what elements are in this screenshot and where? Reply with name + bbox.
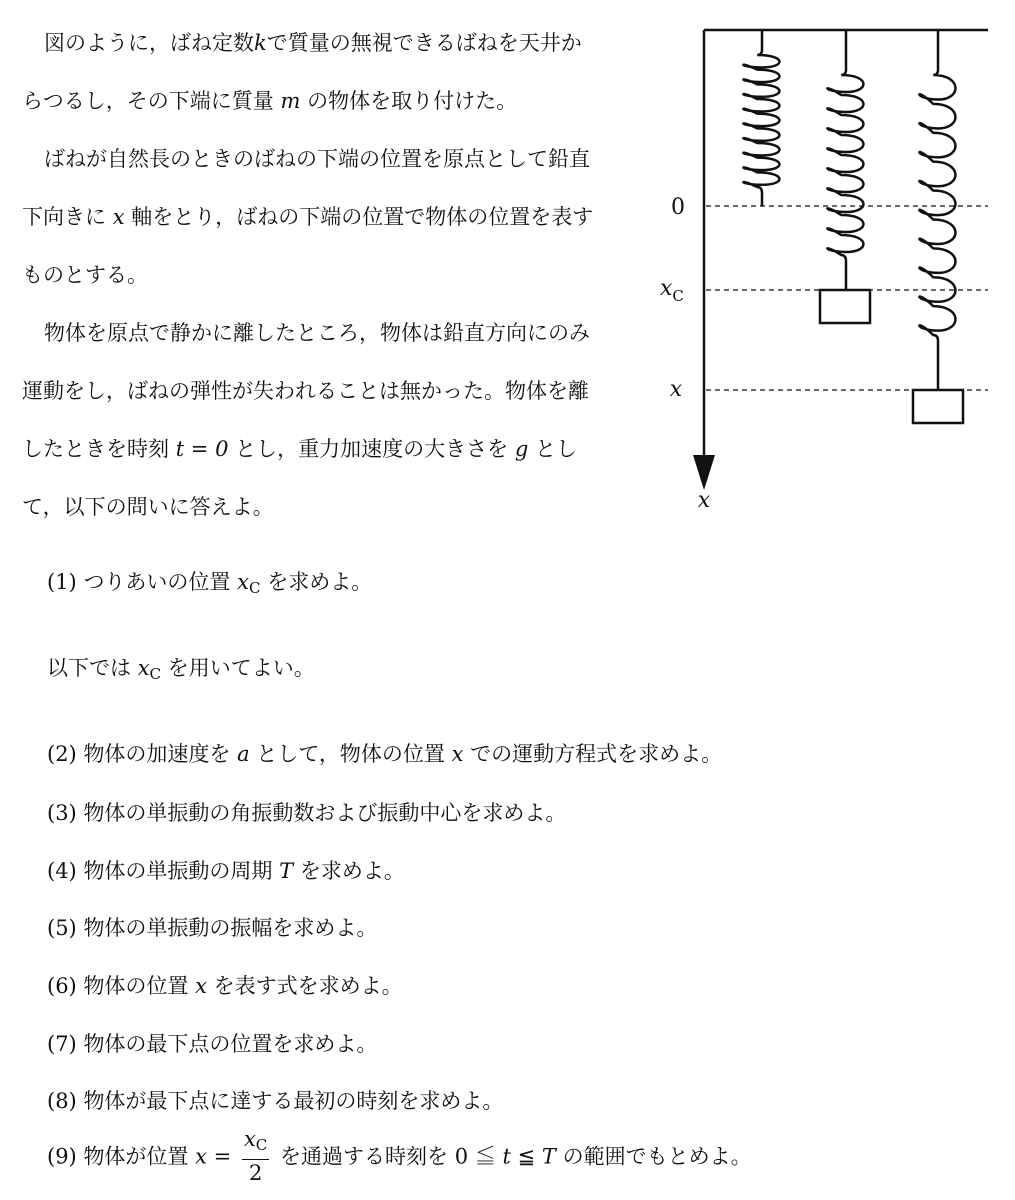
intro-line: 物体を原点で静かに離したところ，物体は鉛直方向にのみ <box>44 321 590 345</box>
question-7: (7) 物体の最下点の位置を求めよ。 <box>47 1032 378 1056</box>
question-2: (2) 物体の加速度を a として，物体の位置 x での運動方程式を求めよ。 <box>47 742 723 766</box>
mass-block-equilibrium <box>820 290 870 323</box>
usage-note: 以下では $x_C$ を用いてよい。 <box>47 656 315 683</box>
xc-over-2-fraction: $\frac{x_C}{2}$ <box>243 1127 268 1185</box>
intro-paragraph-3 <box>22 304 622 536</box>
intro-line: 下向きに x 軸をとり，ばねの下端の位置で物体の位置を表す <box>22 205 594 229</box>
t-symbol: t <box>502 1144 511 1169</box>
xc-symbol: $x_C$ <box>237 570 261 597</box>
x-symbol: x <box>195 1144 207 1169</box>
intro-line: 運動をし，ばねの弾性が失われることは無かった。物体を離 <box>22 379 589 403</box>
intro-line: 図のように，ばね定数kで質量の無視できるばねを天井か <box>44 31 582 55</box>
equilibrium-spring <box>827 30 863 290</box>
question-6: (6) 物体の位置 x を表す式を求めよ。 <box>47 974 403 998</box>
question-3: (3) 物体の単振動の角振動数および振動中心を求めよ。 <box>47 801 567 825</box>
x-axis-arrowhead <box>693 455 715 490</box>
gravity-symbol: g <box>514 437 529 461</box>
mass-symbol: m <box>280 89 301 113</box>
intro-paragraph-2 <box>22 130 622 304</box>
intro-line: したときを時刻 t = 0 とし，重力加速度の大きさを g とし <box>22 437 577 461</box>
intro-line: ばねが自然長のときのばねの下端の位置を原点として鉛直 <box>44 147 590 171</box>
question-9: (9) 物体が位置 x = $\frac{x_C}{2}$ を通過する時刻を 0 ≦ t ≦ T の範囲でもとめよ。 <box>47 1127 752 1185</box>
a-symbol: a <box>237 742 250 766</box>
x-symbol: x <box>195 974 207 998</box>
stretched-spring <box>919 30 955 390</box>
x-symbol: x <box>112 205 125 229</box>
question-4: (4) 物体の単振動の周期 T を求めよ。 <box>47 859 405 883</box>
natural-length-spring <box>743 30 779 206</box>
intro-line: ものとする。 <box>22 263 148 287</box>
intro-paragraph-1 <box>22 14 622 130</box>
xc-symbol: $x_C$ <box>137 656 162 683</box>
period-symbol: T <box>541 1144 556 1169</box>
problem-intro <box>22 14 622 536</box>
question-1: (1) つりあいの位置 $x_C$ を求めよ。 <box>47 570 373 597</box>
mass-block-position-x <box>913 390 963 423</box>
equilibrium-label: $x_C$ <box>660 276 684 305</box>
intro-line: て，以下の問いに答えよ。 <box>22 495 274 519</box>
spring-figure <box>640 15 1000 515</box>
t-zero-expression: t = 0 <box>175 437 229 461</box>
position-x-label: x <box>669 377 683 402</box>
period-symbol: T <box>279 859 294 883</box>
x-symbol: x <box>451 742 464 766</box>
question-5: (5) 物体の単振動の振幅を求めよ。 <box>47 916 378 940</box>
question-8: (8) 物体が最下点に達する最初の時刻を求めよ。 <box>47 1089 504 1113</box>
spring-constant-symbol: k <box>254 31 267 55</box>
origin-label: 0 <box>671 195 685 220</box>
intro-line: らつるし，その下端に質量 m の物体を取り付けた。 <box>22 89 518 113</box>
axis-x-label: x <box>697 488 711 513</box>
